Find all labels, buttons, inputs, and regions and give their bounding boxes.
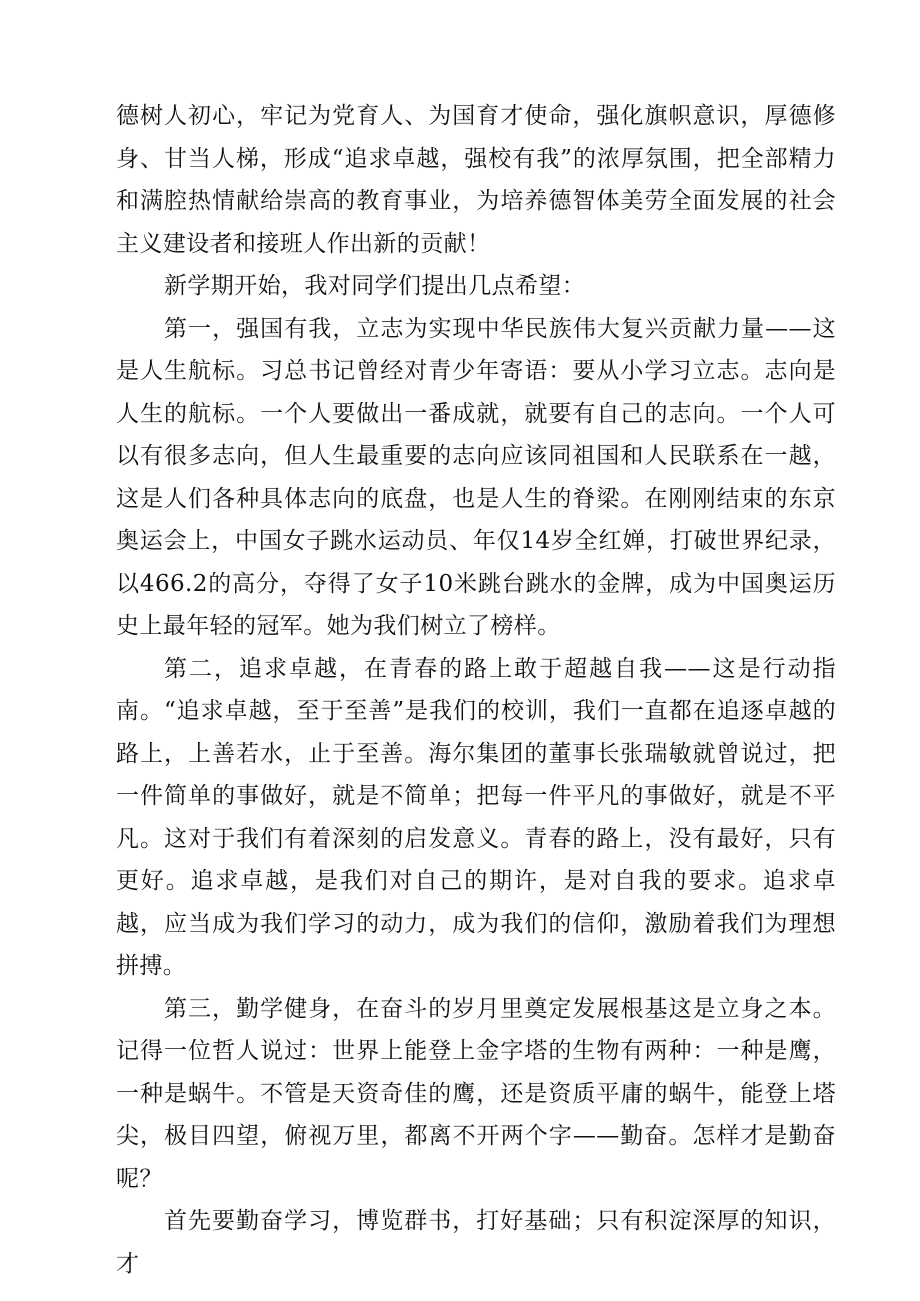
paragraph-1: 德树人初心，牢记为党育人、为国育才使命，强化旗帜意识，厚德修身、甘当人梯，形成“追求卓越，强校有我”的浓厚氛围，把全部精力和满腔热情献给崇高的教育事业，为培养德智体美劳全面发展的社会主义建设者和接班人作出新的贡献！ (116, 103, 836, 257)
paragraph-5: 第三，勤学健身，在奋斗的岁月里奠定发展根基这是立身之本。记得一位哲人说过：世界上能登上金字塔的生物有两种：一种是鹰，一种是蜗牛。不管是天资奇佳的鹰，还是资质平庸的蜗牛，能登上塔尖，极目四望，俯视万里，都离不开两个字——勤奋。怎样才是勤奋呢？ (116, 995, 836, 1192)
paragraph-2: 新学期开始，我对同学们提出几点希望： (164, 273, 586, 299)
paragraph-3: 第一，强国有我，立志为实现中华民族伟大复兴贡献力量——这是人生航标。习总书记曾经对青少年寄语：要从小学习立志。志向是人生的航标。一个人要做出一番成就，就要有自己的志向。一个人可以有很多志向，但人生最重要的志向应该同祖国和人民联系在一越，这是人们各种具体志向的底盘，也是人生的脊梁。在刚刚结束的东京奥运会上，中国女子跳水运动员、年仅14岁全红婵，打破世界纪录，以466.2的高分，夺得了女子10米跳台跳水的金牌，成为中国奥运历史上最年轻的冠军。她为我们树立了榜样。 (116, 315, 836, 639)
paragraph-4: 第二，追求卓越，在青春的路上敢于超越自我——这是行动指南。“追求卓越，至于至善”是我们的校训，我们一直都在追逐卓越的路上，上善若水，止于至善。海尔集团的董事长张瑞敏就曾说过，把一件简单的事做好，就是不简单；把每一件平凡的事做好，就是不平凡。这对于我们有着深刻的启发意义。青春的路上，没有最好，只有更好。追求卓越，是我们对自己的期许，是对自我的要求。追求卓越，应当成为我们学习的动力，成为我们的信仰，激励着我们为理想拼搏。 (116, 655, 836, 979)
paragraph-6: 首先要勤奋学习，博览群书，打好基础；只有积淀深厚的知识，才 (116, 1208, 836, 1277)
document-page (116, 95, 836, 1285)
